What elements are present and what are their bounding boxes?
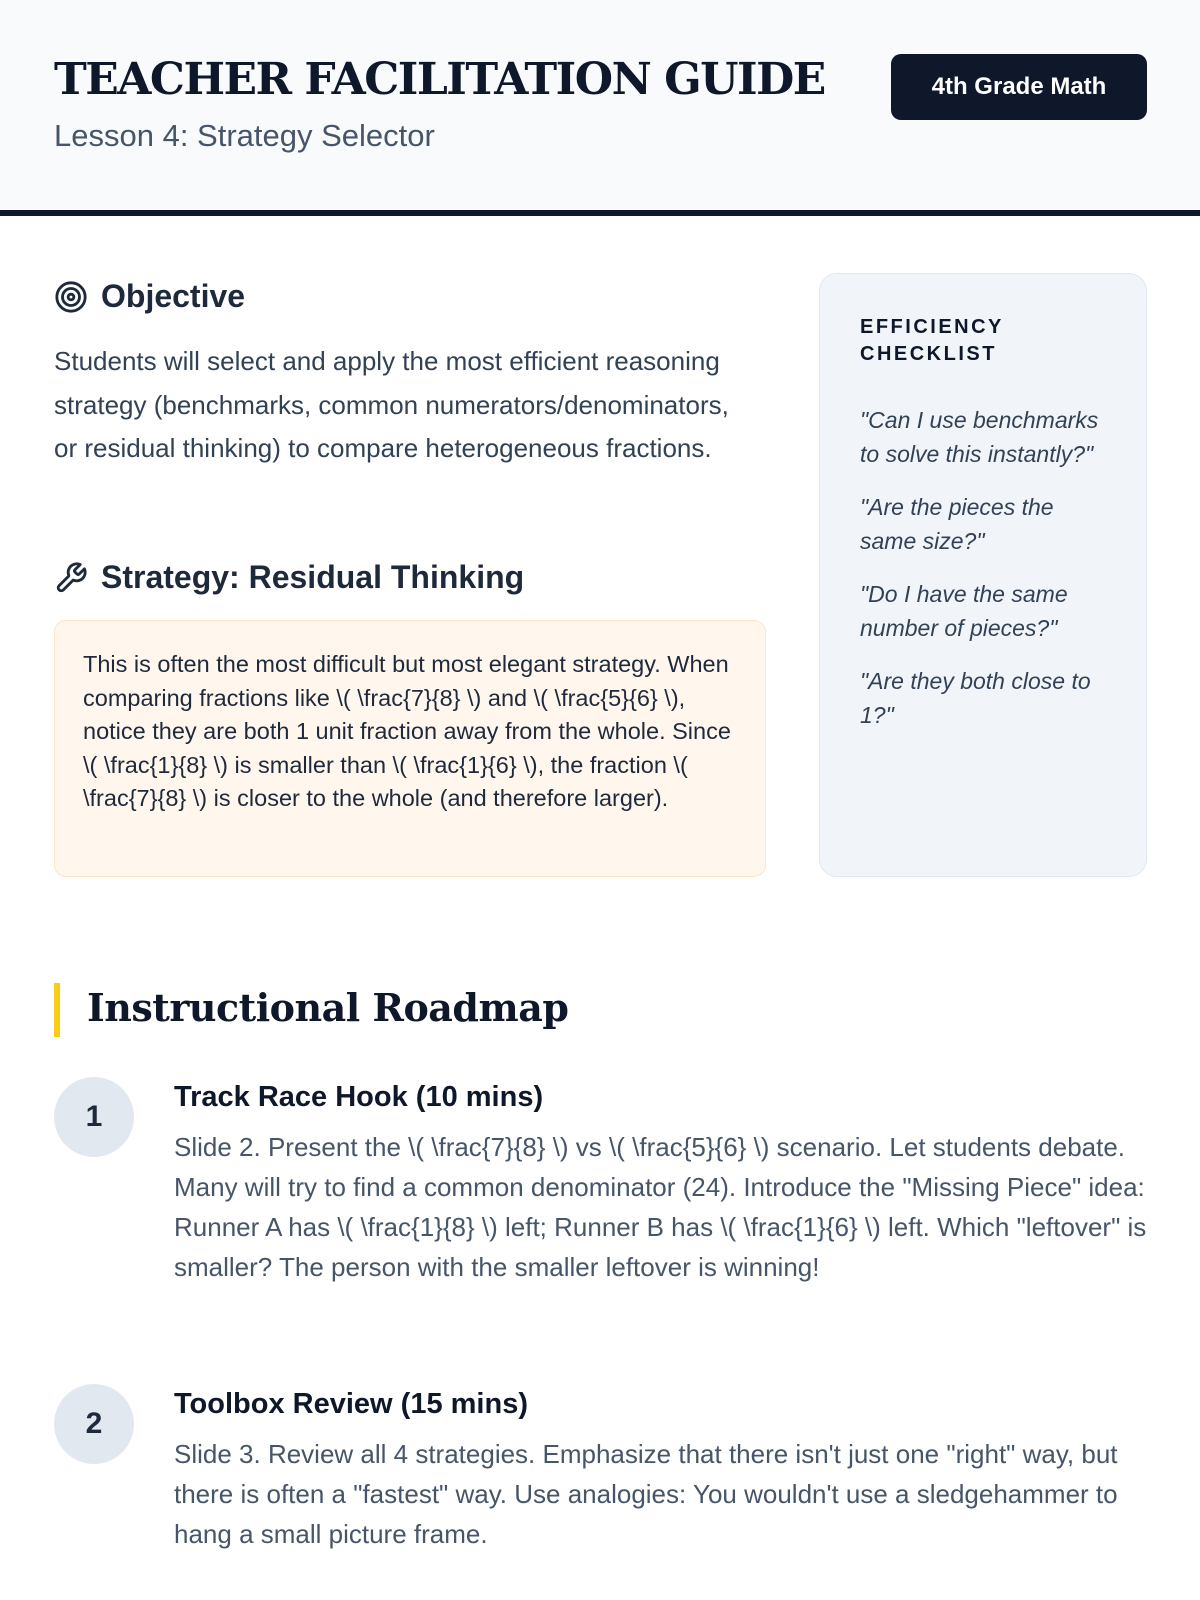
step-title: Toolbox Review (15 mins): [174, 1388, 528, 1420]
strategy-heading-label: Strategy: Residual Thinking: [101, 559, 525, 595]
grade-badge: 4th Grade Math: [891, 54, 1147, 120]
step-title: Track Race Hook (10 mins): [174, 1081, 544, 1113]
lesson-subtitle: Lesson 4: Strategy Selector: [54, 118, 435, 153]
roadmap-title: Instructional Roadmap: [87, 985, 569, 1030]
target-icon: [54, 280, 88, 314]
step-description: Slide 2. Present the \( \frac{7}{8} \) vs \( \frac{5}{6} \) scenario. Let students debate. Many will try to find a common denominator (24). Introduce the "Missing Piece" idea: Runner A has \( \frac{1}{8} \) left; Runner B has \( \frac{1}{6} \) left. Which "leftover" is smaller? The person with the smaller leftover is winning!: [174, 1132, 1147, 1282]
checklist-item: "Can I use benchmarks to solve this instantly?": [860, 407, 1099, 467]
step-number-badge: 2: [54, 1384, 134, 1464]
page-header: [0, 0, 1200, 216]
strategy-heading: [54, 559, 524, 596]
wrench-icon: [54, 561, 88, 595]
objective-heading: [54, 278, 245, 315]
step-description: Slide 3. Review all 4 strategies. Emphasize that there isn't just one "right" way, but there is often a "fastest" way. Use analogies: You wouldn't use a sledgehammer to hang a small picture frame.: [174, 1439, 1118, 1549]
efficiency-checklist-card: [819, 273, 1147, 877]
strategy-text: This is often the most difficult but most elegant strategy. When comparing fractions like \( \frac{7}{8} \) and \( \frac{5}{6} \), notice they are both 1 unit fraction away from the whole. Since \( \frac{1}{8} \) is smaller than \( \frac{1}{6} \), the fraction \( \frac{7}{8} \) is closer to the whole (and therefore larger).: [83, 651, 731, 811]
objective-heading-label: Objective: [101, 278, 246, 314]
strategy-callout: [54, 620, 766, 877]
document-title: TEACHER FACILITATION GUIDE: [54, 54, 825, 105]
checklist-item: "Do I have the same number of pieces?": [860, 581, 1068, 641]
step-number-badge: 1: [54, 1077, 134, 1157]
checklist-item: "Are they both close to 1?": [860, 668, 1091, 728]
roadmap-accent-bar: [54, 983, 60, 1037]
checklist-item: "Are the pieces the same size?": [860, 494, 1054, 554]
checklist-title: EFFICIENCY CHECKLIST: [860, 316, 1004, 365]
objective-text: Students will select and apply the most efficient reasoning strategy (benchmarks, common numerators/denominators, or residual thinking) to compare heterogeneous fractions.: [54, 346, 729, 463]
